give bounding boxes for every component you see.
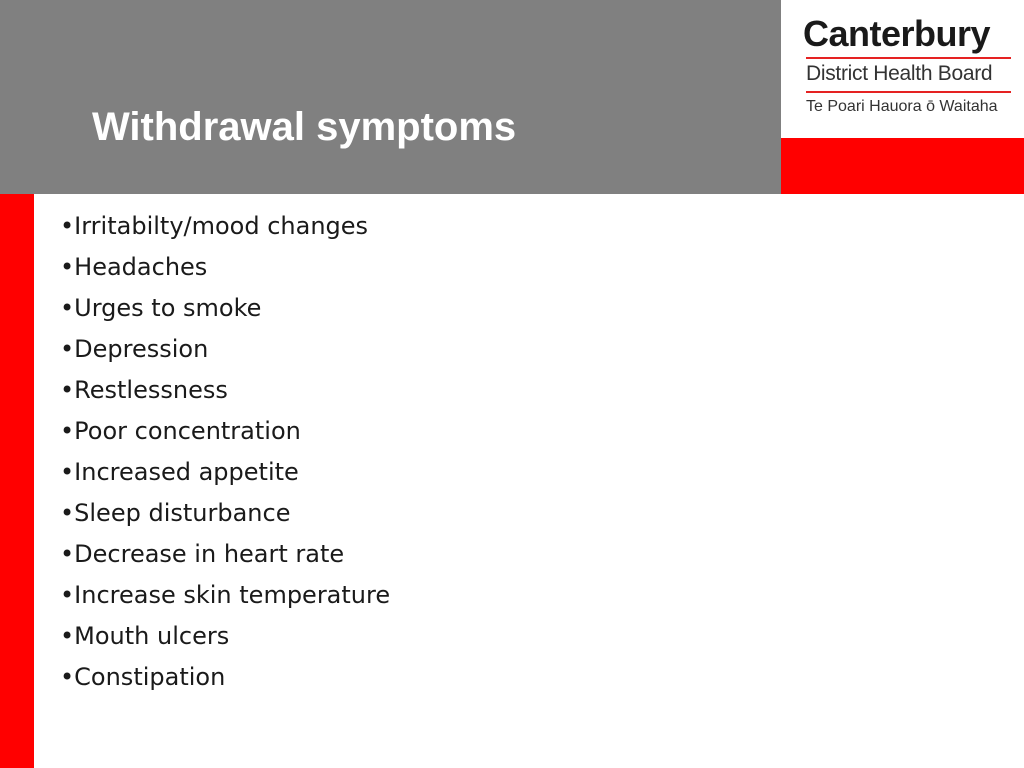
bullet-mark: • [60, 212, 75, 240]
bullet-mark: • [60, 499, 75, 527]
slide-title: Withdrawal symptoms [92, 105, 517, 149]
list-item-text: Restlessness [74, 376, 228, 404]
bullet-mark: • [60, 253, 75, 281]
bullet-mark: • [60, 540, 75, 568]
list-item [60, 575, 390, 616]
list-item-text: Decrease in heart rate [74, 540, 345, 568]
bullet-mark: • [60, 663, 75, 691]
bullet-mark: • [60, 622, 75, 650]
list-item [60, 493, 390, 534]
logo-red-block [781, 138, 1024, 194]
list-item [60, 247, 390, 288]
list-item-text: Increased appetite [74, 458, 299, 486]
list-item-text: Mouth ulcers [74, 622, 230, 650]
logo-divider-top [806, 57, 1011, 59]
symptoms-list [60, 206, 390, 698]
list-item [60, 411, 390, 452]
list-item [60, 657, 390, 698]
list-item-text: Urges to smoke [74, 294, 262, 322]
bullet-mark: • [60, 581, 75, 609]
list-item-text: Depression [74, 335, 209, 363]
logo-divider-bottom [806, 91, 1011, 93]
logo-name: Canterbury [803, 13, 991, 54]
list-item [60, 288, 390, 329]
list-item-text: Poor concentration [74, 417, 301, 445]
bullet-mark: • [60, 376, 75, 404]
list-item-text: Headaches [74, 253, 208, 281]
left-accent-bar [0, 194, 34, 768]
bullet-mark: • [60, 458, 75, 486]
list-item [60, 206, 390, 247]
bullet-mark: • [60, 294, 75, 322]
list-item [60, 534, 390, 575]
bullet-mark: • [60, 417, 75, 445]
list-item [60, 329, 390, 370]
list-item-text: Increase skin temperature [74, 581, 391, 609]
list-item-text: Sleep disturbance [74, 499, 291, 527]
list-item [60, 452, 390, 493]
list-item [60, 370, 390, 411]
header-band [0, 0, 781, 194]
logo-maori-name: Te Poari Hauora ō Waitaha [806, 98, 998, 115]
list-item [60, 616, 390, 657]
list-item-text: Constipation [74, 663, 226, 691]
list-item-text: Irritabilty/mood changes [74, 212, 369, 240]
bullet-mark: • [60, 335, 75, 363]
logo-subtitle: District Health Board [806, 62, 993, 85]
